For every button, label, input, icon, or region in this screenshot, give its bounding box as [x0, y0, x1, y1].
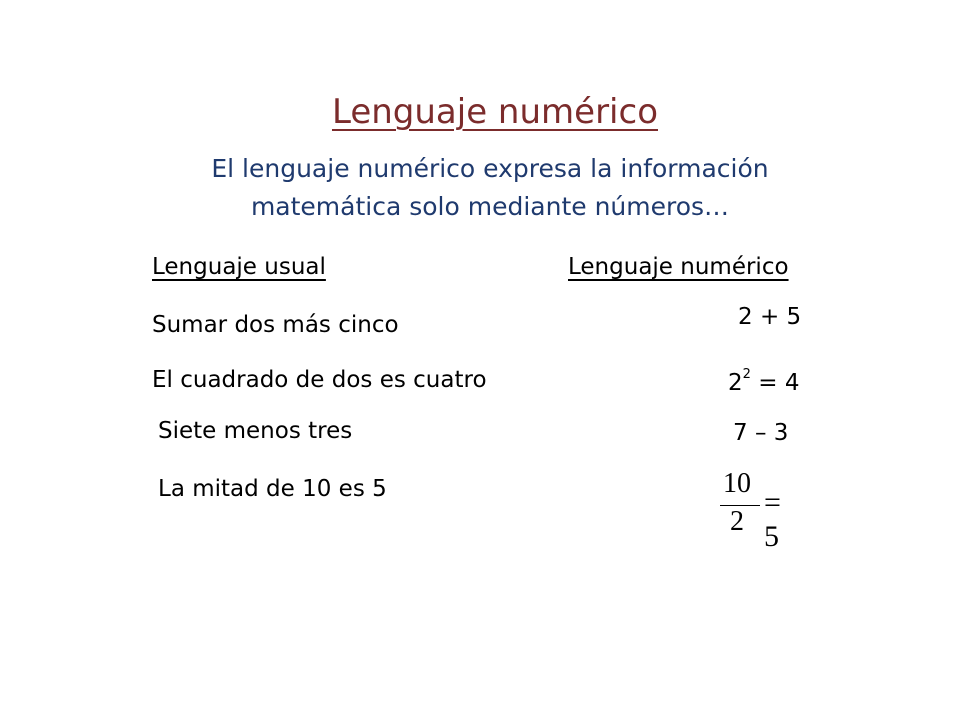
slide-title: Lenguaje numérico [331, 92, 658, 132]
subtitle-line-1: El lenguaje numérico expresa la información [211, 154, 769, 183]
row-usual-1: Sumar dos más cinco [152, 312, 399, 338]
fraction-result: = 5 [764, 486, 781, 553]
row-numeric-2 [728, 367, 799, 396]
row-usual-4: La mitad de 10 es 5 [158, 476, 387, 502]
column-header-numeric: Lenguaje numérico [568, 254, 789, 280]
subtitle-line-2: matemática solo mediante números… [250, 192, 730, 221]
row-usual-3: Siete menos tres [158, 418, 353, 444]
row-numeric-3: 7 – 3 [733, 420, 789, 446]
row-numeric-1: 2 + 5 [738, 304, 802, 330]
fraction-denominator: 2 [730, 506, 744, 537]
slide-subtitle [150, 150, 830, 226]
fraction-numerator: 10 [723, 468, 751, 499]
row-usual-2: El cuadrado de dos es cuatro [152, 367, 487, 393]
column-header-usual: Lenguaje usual [152, 254, 326, 280]
power-exponent: 2 [742, 367, 751, 382]
power-base: 2 [728, 370, 743, 396]
power-result: = 4 [750, 370, 800, 396]
